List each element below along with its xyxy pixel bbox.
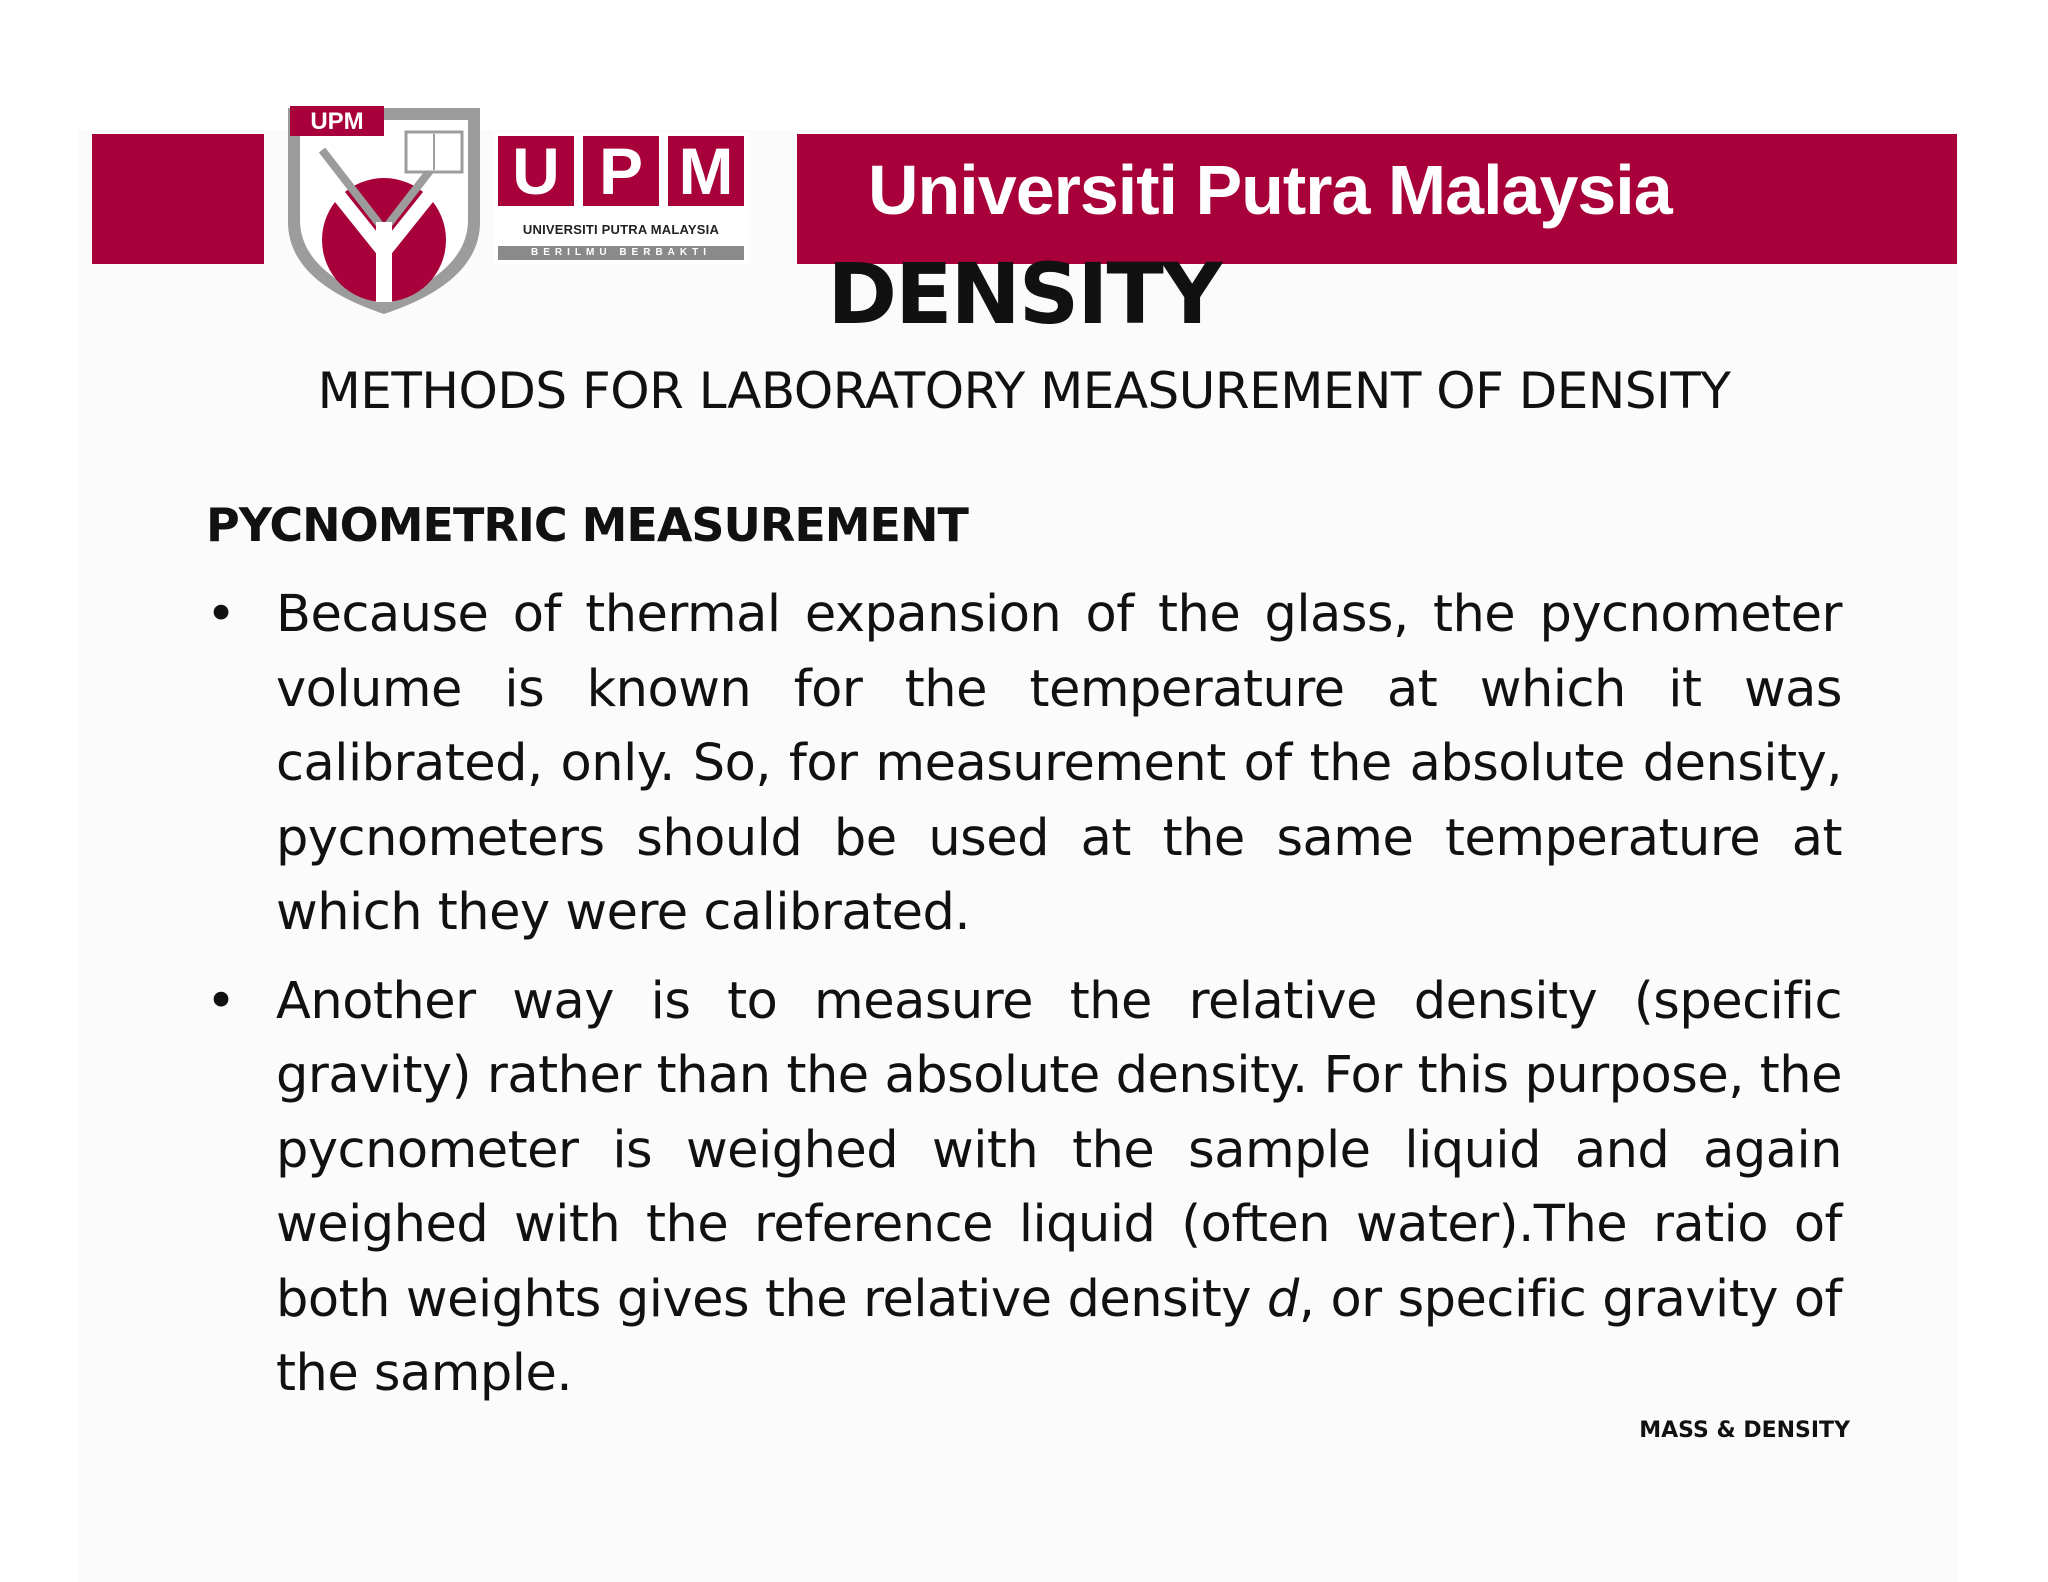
logo-letter-p: P xyxy=(583,136,659,206)
slide-subtitle: METHODS FOR LABORATORY MEASUREMENT OF DENSITY xyxy=(317,362,1731,420)
bullet-item xyxy=(206,578,1842,951)
bullet-item xyxy=(206,965,1842,1412)
bullet-italic-symbol: d xyxy=(1266,1269,1299,1329)
logo-letter-u: U xyxy=(498,136,574,206)
slide-title: DENSITY xyxy=(827,245,1221,343)
bullet-text-end: , or specific gravity of the sample. xyxy=(276,1269,1842,1403)
logo-subtitle: UNIVERSITI PUTRA MALAYSIA xyxy=(522,222,720,237)
crest-text: UPM xyxy=(310,108,364,135)
slide-footer: MASS & DENSITY xyxy=(1639,1418,1850,1443)
bullet-icon: • xyxy=(206,585,236,644)
bullet-list xyxy=(206,578,1842,1426)
bullet-icon: • xyxy=(206,971,236,1031)
university-name: Universiti Putra Malaysia xyxy=(868,151,1672,229)
logo-motto: BERILMU BERBAKTI xyxy=(498,246,744,260)
section-heading: PYCNOMETRIC MEASUREMENT xyxy=(206,498,968,552)
bullet-text: Another way is to measure the relative density (specific gravity) rather than the absolute density. For this purpose, the pycnometer is weighed with the sample liquid and again weighed with the reference liquid (often water).The ratio of both weights gives the relative density xyxy=(276,971,1842,1329)
bullet-text: Because of thermal expansion of the glass, the pycnometer volume is known for the temperature at which it was calibrated, only. So, for measurement of the absolute density, pycnometers should be used at the same temperature at which they were calibrated. xyxy=(276,585,1842,942)
logo-letter-m: M xyxy=(668,136,744,206)
